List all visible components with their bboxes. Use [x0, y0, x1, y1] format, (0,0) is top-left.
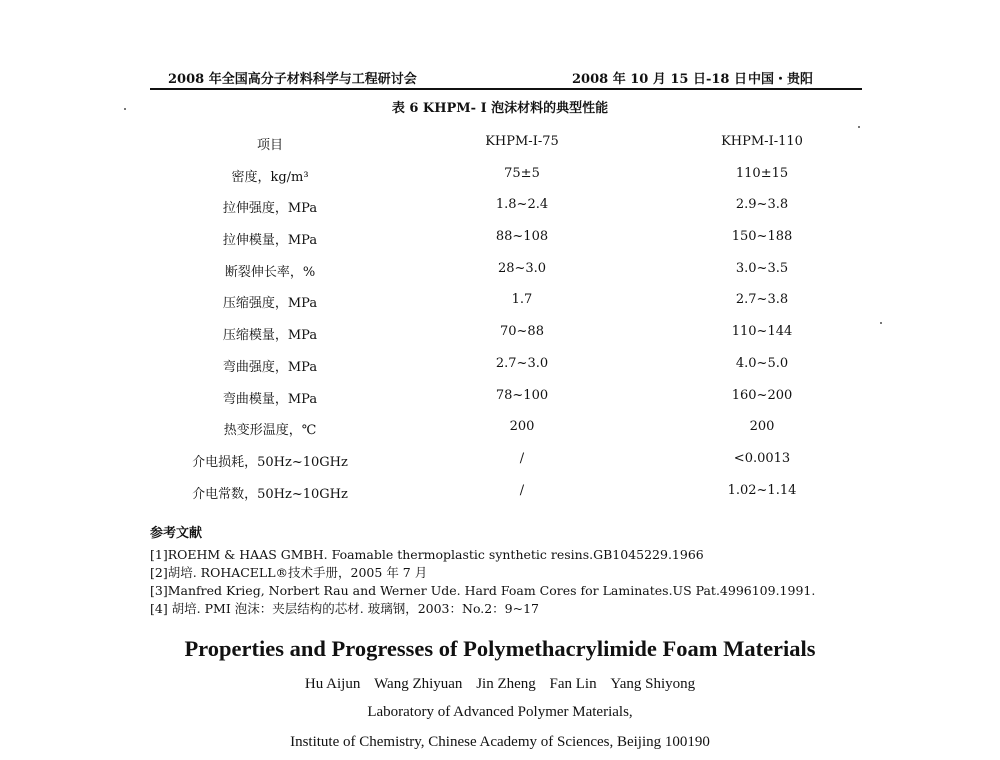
author-name: Jin Zheng	[476, 676, 536, 692]
conference-place: 中国・贵阳	[748, 72, 814, 87]
column-header: 项目	[256, 138, 283, 153]
reference-item: [2]胡培. ROHACELL®技术手册，2005 年 7 月	[150, 565, 428, 580]
khpm-75-value: 70~88	[500, 324, 544, 340]
table-row	[160, 191, 880, 223]
reference-item: [1]ROEHM & HAAS GMBH. Foamable thermoplastic synthetic resins.GB1045229.1966	[150, 547, 704, 562]
table-row	[160, 477, 880, 509]
table-caption: 表 6 KHPM- I 泡沫材料的典型性能	[391, 101, 609, 116]
references-section	[150, 522, 870, 618]
table-row	[160, 255, 880, 287]
scan-speck	[880, 322, 882, 324]
property-name: 密度，kg/m³	[231, 169, 309, 185]
khpm-110-value: 110±15	[735, 165, 789, 181]
column-header: KHPM-I-75	[485, 134, 559, 149]
author-list	[0, 676, 1000, 693]
column-header: KHPM-I-110	[721, 134, 803, 149]
header-rule	[150, 88, 862, 90]
author-name: Hu Aijun	[304, 676, 361, 692]
khpm-75-value: 78~100	[495, 387, 549, 403]
khpm-75-value: 2.7~3.0	[495, 355, 549, 371]
khpm-110-value: 110~144	[731, 324, 793, 340]
property-name: 弯曲强度，MPa	[222, 359, 318, 375]
khpm-110-value: 1.02~1.14	[727, 482, 797, 498]
affiliation-institute: Institute of Chemistry, Chinese Academy of Sciences, Beijing 100190	[290, 734, 710, 750]
author-name: Wang Zhiyuan	[374, 676, 463, 692]
author-name: Yang Shiyong	[610, 676, 696, 692]
khpm-75-value: /	[519, 482, 525, 498]
property-name: 介电损耗，50Hz~10GHz	[192, 454, 348, 470]
affiliation-lab: Laboratory of Advanced Polymer Materials,	[367, 704, 633, 720]
property-name: 压缩强度，MPa	[222, 296, 318, 312]
reference-item: [3]Manfred Krieg, Norbert Rau and Werner Ude. Hard Foam Cores for Laminates.US Pat.4996109.1991.	[150, 583, 816, 598]
scan-speck	[858, 126, 860, 128]
khpm-75-value: 1.8~2.4	[495, 197, 549, 213]
conference-name: 2008 年全国高分子材料科学与工程研讨会	[168, 72, 417, 87]
property-name: 拉伸强度，MPa	[222, 201, 318, 217]
table-row	[160, 223, 880, 255]
table-row	[160, 318, 880, 350]
property-name: 介电常数，50Hz~10GHz	[192, 486, 348, 502]
property-name: 压缩模量，MPa	[222, 328, 318, 344]
table-row	[160, 350, 880, 382]
khpm-110-value: 2.7~3.8	[735, 292, 789, 308]
khpm-75-value: 88~108	[495, 229, 549, 245]
properties-table	[160, 128, 880, 508]
khpm-110-value: 2.9~3.8	[735, 197, 789, 213]
table-row	[160, 160, 880, 192]
khpm-110-value: 150~188	[731, 229, 793, 245]
property-name: 断裂伸长率，%	[224, 264, 316, 280]
khpm-110-value: <0.0013	[733, 450, 791, 466]
property-name: 拉伸模量，MPa	[222, 233, 318, 249]
table-row	[160, 413, 880, 445]
table-row	[160, 382, 880, 414]
table-row	[160, 286, 880, 318]
khpm-75-value: /	[519, 450, 525, 466]
references-title: 参考文献	[150, 526, 203, 541]
khpm-75-value: 200	[509, 419, 535, 435]
khpm-110-value: 3.0~3.5	[735, 260, 789, 276]
reference-item: [4] 胡培. PMI 泡沫：夹层结构的芯材. 玻璃钢，2003：No.2：9~17	[150, 601, 540, 616]
property-name: 弯曲模量，MPa	[222, 391, 318, 407]
khpm-75-value: 75±5	[504, 165, 540, 181]
scan-speck	[124, 108, 126, 110]
table-header-row	[160, 128, 880, 160]
paper-title: Properties and Progresses of Polymethacrylimide Foam Materials	[184, 636, 816, 661]
conference-date: 2008 年 10 月 15 日-18 日	[572, 72, 748, 87]
khpm-75-value: 28~3.0	[497, 260, 547, 276]
khpm-110-value: 4.0~5.0	[735, 355, 789, 371]
running-header	[150, 66, 862, 88]
khpm-110-value: 160~200	[731, 387, 793, 403]
khpm-75-value: 1.7	[511, 292, 533, 308]
property-name: 热变形温度，℃	[223, 423, 317, 439]
khpm-110-value: 200	[749, 419, 775, 435]
table-row	[160, 445, 880, 477]
author-name: Fan Lin	[549, 676, 597, 692]
